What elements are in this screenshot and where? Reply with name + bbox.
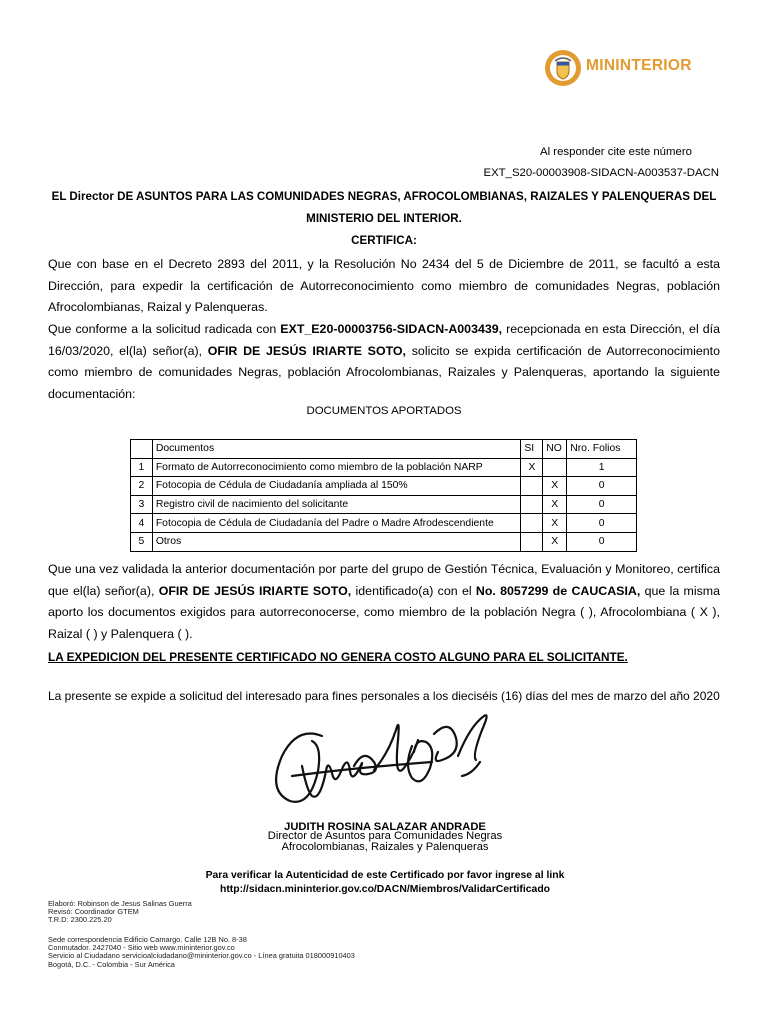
credit-line: T.R.D: 2300.225.20 (48, 915, 112, 925)
col-num-header (131, 440, 153, 459)
docs-heading: DOCUMENTOS APORTADOS (306, 405, 462, 417)
col-folios-header: Nro. Folios (567, 440, 637, 459)
row-si (521, 477, 543, 496)
mininterior-logo (544, 49, 714, 87)
cite-number: EXT_S20-00003908-SIDACN-A003537-DACN (483, 167, 719, 179)
row-doc: Fotocopia de Cédula de Ciudadanía del Padre o Madre Afrodescendiente (152, 514, 521, 533)
para2-text-1: Que conforme a la solicitud radicada con (48, 322, 281, 336)
coat-of-arms-icon (544, 49, 582, 87)
paragraph-expedicion: La presente se expide a solicitud del interesado para fines personales a los dieciséis (16) días del mes de marzo del año 2020 (48, 689, 720, 703)
row-num: 4 (131, 514, 153, 533)
footer-address (48, 936, 448, 969)
para2-text-2: recepcionada en esta Dirección, el día 16/03/2020, el(la) señor(a), (48, 322, 720, 358)
credit-line: Revisó: Coordinador GTEM (48, 907, 139, 917)
verify-text: Para verificar la Autenticidad de este Certificado por favor ingrese al link (205, 870, 565, 881)
title-line-1: EL Director DE ASUNTOS PARA LAS COMUNIDADES NEGRAS, AFROCOLOMBIANAS, RAIZALES Y PALENQUERAS DEL (51, 190, 717, 203)
row-si (521, 514, 543, 533)
row-no: X (543, 495, 567, 514)
address-line: Conmutador. 2427040 - Sitio web www.mininterior.gov.co (48, 943, 235, 953)
paragraph-solicitud (48, 319, 720, 405)
signature-icon (262, 706, 502, 816)
para3-text-3: que la misma aporto los documentos exigidos para autorreconocerse, como miembro de la población Negra ( ), Afrocolombiana ( X ), Raizal ( ) y Palenquera ( ). (48, 583, 720, 641)
row-no: X (543, 532, 567, 551)
row-doc: Registro civil de nacimiento del solicitante (152, 495, 521, 514)
row-si (521, 532, 543, 551)
applicant-name: OFIR DE JESÚS IRIARTE SOTO, (158, 583, 352, 598)
row-no: X (543, 514, 567, 533)
row-no: X (543, 477, 567, 496)
row-si: X (521, 458, 543, 477)
address-line: Bogotá, D.C. - Colombia - Sur América (48, 959, 175, 969)
radicado-number: EXT_E20-00003756-SIDACN-A003439, (280, 322, 503, 336)
row-num: 5 (131, 532, 153, 551)
row-doc: Otros (152, 532, 521, 551)
table-row (131, 477, 637, 496)
table-row (131, 514, 637, 533)
row-folios: 1 (567, 458, 637, 477)
title-line-2: MINISTERIO DEL INTERIOR. (306, 212, 462, 225)
col-si-header: SI (521, 440, 543, 459)
id-number: No. 8057299 de CAUCASIA, (475, 583, 641, 598)
address-line: Sede correspondencia Edificio Camargo. Calle 12B No. 8-38 (48, 935, 247, 944)
table-row (131, 495, 637, 514)
signer-name: JUDITH ROSINA SALAZAR ANDRADE (284, 821, 486, 833)
row-num: 1 (131, 458, 153, 477)
row-doc: Formato de Autorreconocimiento como miembro de la población NARP (152, 458, 521, 477)
row-si (521, 495, 543, 514)
para3-text-2: identificado(a) con el (351, 583, 476, 598)
applicant-name: OFIR DE JESÚS IRIARTE SOTO, (207, 343, 407, 358)
row-num: 3 (131, 495, 153, 514)
footer-credits (48, 900, 348, 925)
row-num: 2 (131, 477, 153, 496)
para2-text-3: solicito se expida certificación de Autorreconocimiento como miembro de comunidades Negras, población Afrocolombianas, Raizales y Palenqueras, aportando la siguiente documentación: (48, 343, 721, 401)
verify-link[interactable]: http://sidacn.mininterior.gov.co/DACN/Miembros/ValidarCertificado (219, 884, 551, 895)
address-line: Servicio al Ciudadano servicioalciudadano@mininterior.gov.co - Línea gratuita 018000910403 (48, 951, 355, 961)
logo-wordmark: MININTERIOR (586, 57, 692, 74)
col-doc-header: Documentos (152, 440, 521, 459)
row-doc: Fotocopia de Cédula de Ciudadanía ampliada al 150% (152, 477, 521, 496)
signer-role-2: Afrocolombianas, Raizales y Palenqueras (281, 841, 489, 853)
table-header-row (131, 440, 637, 459)
paragraph-validacion (48, 559, 720, 645)
documents-table (130, 439, 637, 552)
certifica-heading: CERTIFICA: (351, 234, 417, 247)
cite-label: Al responder cite este número (540, 146, 692, 158)
credit-line: Elaboró: Robinson de Jesus Salinas Guerra (48, 899, 192, 908)
signer-role-1: Director de Asuntos para Comunidades Negras (267, 830, 503, 842)
paragraph-decreto: Que con base en el Decreto 2893 del 2011, y la Resolución No 2434 del 5 de Diciembre de 2011, se facultó a esta Dirección, para expedir la certificación de Autorreconocimiento como miembro de comunidades Negras, población Afrocolombianas, Raizal y Palenqueras. (48, 257, 720, 314)
no-cost-notice: LA EXPEDICION DEL PRESENTE CERTIFICADO NO GENERA COSTO ALGUNO PARA EL SOLICITANTE. (48, 650, 628, 664)
row-folios: 0 (567, 477, 637, 496)
row-folios: 0 (567, 532, 637, 551)
row-folios: 0 (567, 514, 637, 533)
row-folios: 0 (567, 495, 637, 514)
col-no-header: NO (543, 440, 567, 459)
para3-text-1: Que una vez validada la anterior documentación por parte del grupo de Gestión Técnica, Evaluación y Monitoreo, certifica que el(la) señor(a), (48, 562, 720, 598)
table-row (131, 532, 637, 551)
row-no (543, 458, 567, 477)
table-row (131, 458, 637, 477)
